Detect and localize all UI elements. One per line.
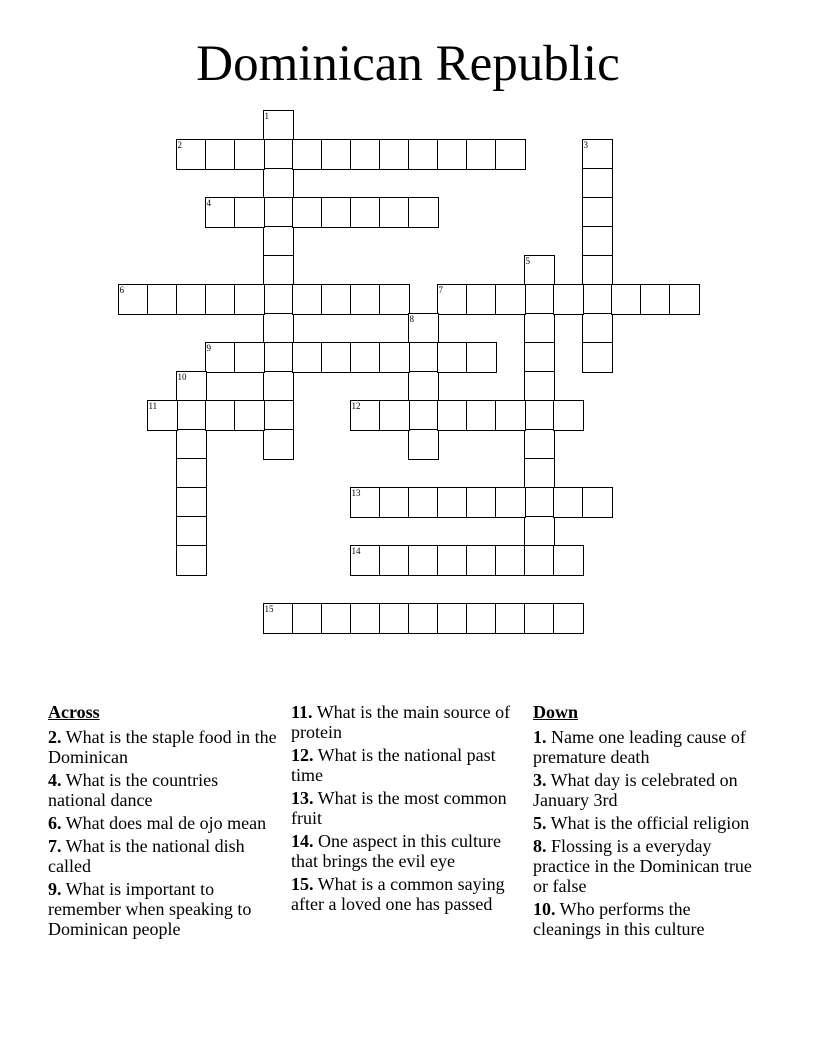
grid-cell[interactable]: [466, 342, 497, 373]
grid-cell[interactable]: [408, 371, 439, 402]
grid-cell[interactable]: [234, 197, 265, 228]
clue-number: 6: [119, 284, 124, 295]
grid-cell[interactable]: [408, 342, 439, 373]
grid-cell[interactable]: [350, 342, 381, 373]
clue-number: 5: [525, 255, 530, 266]
grid-cell[interactable]: [466, 603, 497, 634]
clue-number: 8: [409, 313, 414, 324]
grid-cell[interactable]: [524, 458, 555, 489]
clue-text: What is the staple food in the Dominican: [48, 727, 277, 767]
grid-cell[interactable]: [147, 400, 178, 431]
across-clues-column-1: [48, 702, 280, 942]
grid-cell[interactable]: [263, 371, 294, 402]
clue-number: 1: [264, 110, 269, 121]
grid-cell[interactable]: [176, 516, 207, 547]
grid-cell[interactable]: [379, 284, 410, 315]
grid-cell[interactable]: [176, 400, 207, 431]
grid-cell[interactable]: [321, 139, 352, 170]
grid-cell[interactable]: [379, 545, 410, 576]
clue-number: 4: [206, 197, 211, 208]
grid-cell[interactable]: [263, 603, 294, 634]
grid-cell[interactable]: [582, 342, 613, 373]
grid-cell[interactable]: [466, 284, 497, 315]
grid-cell[interactable]: [234, 284, 265, 315]
clue-text: What is the national past time: [291, 745, 496, 785]
grid-cell[interactable]: [350, 197, 381, 228]
grid-cell[interactable]: [582, 168, 613, 199]
grid-cell[interactable]: [379, 139, 410, 170]
grid-cell[interactable]: [669, 284, 700, 315]
grid-cell[interactable]: [292, 139, 323, 170]
clue-item: [48, 727, 280, 767]
grid-cell[interactable]: [176, 458, 207, 489]
grid-cell[interactable]: [408, 313, 439, 344]
grid-cell[interactable]: [176, 284, 207, 315]
grid-cell[interactable]: [321, 197, 352, 228]
grid-cell[interactable]: [379, 197, 410, 228]
grid-cell[interactable]: [524, 487, 555, 518]
grid-cell[interactable]: [437, 400, 468, 431]
grid-cell[interactable]: [321, 603, 352, 634]
grid-cell[interactable]: [263, 342, 294, 373]
clue-number-label: 15.: [291, 874, 314, 894]
grid-cell[interactable]: [205, 342, 236, 373]
clue-number-label: 11.: [291, 702, 313, 722]
grid-cell[interactable]: [495, 603, 526, 634]
grid-cell[interactable]: [263, 139, 294, 170]
clue-number-label: 2.: [48, 727, 62, 747]
clue-item: [533, 899, 753, 939]
clue-item: [533, 727, 753, 767]
grid-cell[interactable]: [350, 603, 381, 634]
grid-cell[interactable]: [379, 342, 410, 373]
clue-text: Name one leading cause of premature death: [533, 727, 746, 767]
clue-text: What is the main source of protein: [291, 702, 511, 742]
grid-cell[interactable]: [234, 400, 265, 431]
clue-number: 2: [177, 139, 182, 150]
grid-cell[interactable]: [321, 284, 352, 315]
grid-cell[interactable]: [524, 429, 555, 460]
grid-cell[interactable]: [582, 139, 613, 170]
clue-number-label: 5.: [533, 813, 547, 833]
grid-cell[interactable]: [379, 603, 410, 634]
grid-cell[interactable]: [437, 603, 468, 634]
clue-number: 14: [351, 545, 361, 556]
grid-cell[interactable]: [234, 342, 265, 373]
clue-item: [291, 874, 521, 914]
clue-item: [533, 770, 753, 810]
clue-text: Flossing is a everyday practice in the Dominican true or false: [533, 836, 752, 896]
grid-cell[interactable]: [437, 545, 468, 576]
clue-number: 12: [351, 400, 361, 411]
clue-number: 10: [177, 371, 187, 382]
grid-cell[interactable]: [495, 139, 526, 170]
clue-number-label: 8.: [533, 836, 547, 856]
clue-text: What does mal de ojo mean: [61, 813, 267, 833]
grid-cell[interactable]: [437, 342, 468, 373]
clue-number-label: 13.: [291, 788, 314, 808]
grid-cell[interactable]: [466, 139, 497, 170]
grid-cell[interactable]: [524, 545, 555, 576]
clue-number-label: 12.: [291, 745, 314, 765]
clue-item: [291, 745, 521, 785]
clue-text: What is important to remember when speaking to Dominican people: [48, 879, 252, 939]
grid-cell[interactable]: [553, 603, 584, 634]
grid-cell[interactable]: [524, 313, 555, 344]
grid-cell[interactable]: [408, 487, 439, 518]
grid-cell[interactable]: [408, 139, 439, 170]
grid-cell[interactable]: [582, 255, 613, 286]
grid-cell[interactable]: [263, 226, 294, 257]
clue-number: 13: [351, 487, 361, 498]
grid-cell[interactable]: [524, 603, 555, 634]
grid-cell[interactable]: [582, 226, 613, 257]
grid-cell[interactable]: [350, 545, 381, 576]
grid-cell[interactable]: [437, 487, 468, 518]
grid-cell[interactable]: [263, 197, 294, 228]
clue-number-label: 6.: [48, 813, 62, 833]
clue-number: 15: [264, 603, 274, 614]
across-clues-column-2: [291, 702, 521, 917]
grid-cell[interactable]: [292, 603, 323, 634]
clue-number: 7: [438, 284, 443, 295]
clue-number-label: 9.: [48, 879, 62, 899]
grid-cell[interactable]: [524, 516, 555, 547]
grid-cell[interactable]: [553, 284, 584, 315]
clue-text: What is a common saying after a loved one has passed: [291, 874, 505, 914]
grid-cell[interactable]: [611, 284, 642, 315]
grid-cell[interactable]: [205, 400, 236, 431]
grid-cell[interactable]: [176, 429, 207, 460]
grid-cell[interactable]: [582, 197, 613, 228]
grid-cell[interactable]: [205, 284, 236, 315]
grid-cell[interactable]: [350, 139, 381, 170]
clue-item: [48, 879, 280, 939]
grid-cell[interactable]: [466, 545, 497, 576]
clue-item: [533, 836, 753, 896]
grid-cell[interactable]: [408, 545, 439, 576]
grid-cell[interactable]: [408, 400, 439, 431]
clue-item: [291, 831, 521, 871]
grid-cell[interactable]: [263, 429, 294, 460]
grid-cell[interactable]: [176, 545, 207, 576]
grid-cell[interactable]: [263, 400, 294, 431]
clue-number-label: 1.: [533, 727, 547, 747]
grid-cell[interactable]: [263, 168, 294, 199]
grid-cell[interactable]: [466, 400, 497, 431]
grid-cell[interactable]: [524, 284, 555, 315]
grid-cell[interactable]: [350, 284, 381, 315]
grid-cell[interactable]: [582, 487, 613, 518]
grid-cell[interactable]: [495, 487, 526, 518]
grid-cell[interactable]: [350, 487, 381, 518]
clue-item: [291, 788, 521, 828]
clue-number-label: 10.: [533, 899, 556, 919]
grid-cell[interactable]: [408, 429, 439, 460]
grid-cell[interactable]: [321, 342, 352, 373]
clue-text: What is the official religion: [546, 813, 750, 833]
clue-item: [533, 813, 753, 833]
down-heading: Down: [533, 702, 579, 722]
across-heading: Across: [48, 702, 100, 722]
grid-cell[interactable]: [292, 284, 323, 315]
grid-cell[interactable]: [495, 400, 526, 431]
clue-text: What day is celebrated on January 3rd: [533, 770, 738, 810]
clue-number-label: 4.: [48, 770, 62, 790]
grid-cell[interactable]: [582, 313, 613, 344]
grid-cell[interactable]: [176, 487, 207, 518]
grid-cell[interactable]: [205, 139, 236, 170]
grid-cell[interactable]: [466, 487, 497, 518]
clue-item: [291, 702, 521, 742]
grid-cell[interactable]: [379, 400, 410, 431]
clue-number: 3: [583, 139, 588, 150]
grid-cell[interactable]: [495, 545, 526, 576]
grid-cell[interactable]: [176, 139, 207, 170]
clue-number-label: 3.: [533, 770, 547, 790]
grid-cell[interactable]: [495, 284, 526, 315]
clue-item: [48, 813, 280, 833]
grid-cell[interactable]: [263, 110, 294, 141]
grid-cell[interactable]: [553, 487, 584, 518]
grid-cell[interactable]: [234, 139, 265, 170]
clue-text: One aspect in this culture that brings the evil eye: [291, 831, 501, 871]
puzzle-title: Dominican Republic: [196, 36, 620, 92]
grid-cell[interactable]: [292, 197, 323, 228]
grid-cell[interactable]: [524, 255, 555, 286]
grid-cell[interactable]: [437, 284, 468, 315]
clue-text: What is the most common fruit: [291, 788, 507, 828]
clue-text: What is the countries national dance: [48, 770, 219, 810]
grid-cell[interactable]: [553, 545, 584, 576]
grid-cell[interactable]: [292, 342, 323, 373]
clue-number-label: 7.: [48, 836, 62, 856]
clue-item: [48, 770, 280, 810]
grid-cell[interactable]: [524, 342, 555, 373]
grid-cell[interactable]: [553, 400, 584, 431]
grid-cell[interactable]: [263, 313, 294, 344]
clue-text: Who performs the cleanings in this culture: [533, 899, 705, 939]
grid-cell[interactable]: [118, 284, 149, 315]
grid-cell[interactable]: [147, 284, 178, 315]
grid-cell[interactable]: [350, 400, 381, 431]
grid-cell[interactable]: [437, 139, 468, 170]
grid-cell[interactable]: [205, 197, 236, 228]
grid-cell[interactable]: [640, 284, 671, 315]
clue-number: 11: [148, 400, 158, 411]
grid-cell[interactable]: [379, 487, 410, 518]
grid-cell[interactable]: [408, 603, 439, 634]
grid-cell[interactable]: [263, 255, 294, 286]
grid-cell[interactable]: [263, 284, 294, 315]
grid-cell[interactable]: [408, 197, 439, 228]
grid-cell[interactable]: [524, 371, 555, 402]
clue-text: What is the national dish called: [48, 836, 245, 876]
down-clues-column: [533, 702, 753, 942]
grid-cell[interactable]: [176, 371, 207, 402]
clue-number-label: 14.: [291, 831, 314, 851]
clue-item: [48, 836, 280, 876]
clue-number: 9: [206, 342, 211, 353]
grid-cell[interactable]: [524, 400, 555, 431]
grid-cell[interactable]: [582, 284, 613, 315]
